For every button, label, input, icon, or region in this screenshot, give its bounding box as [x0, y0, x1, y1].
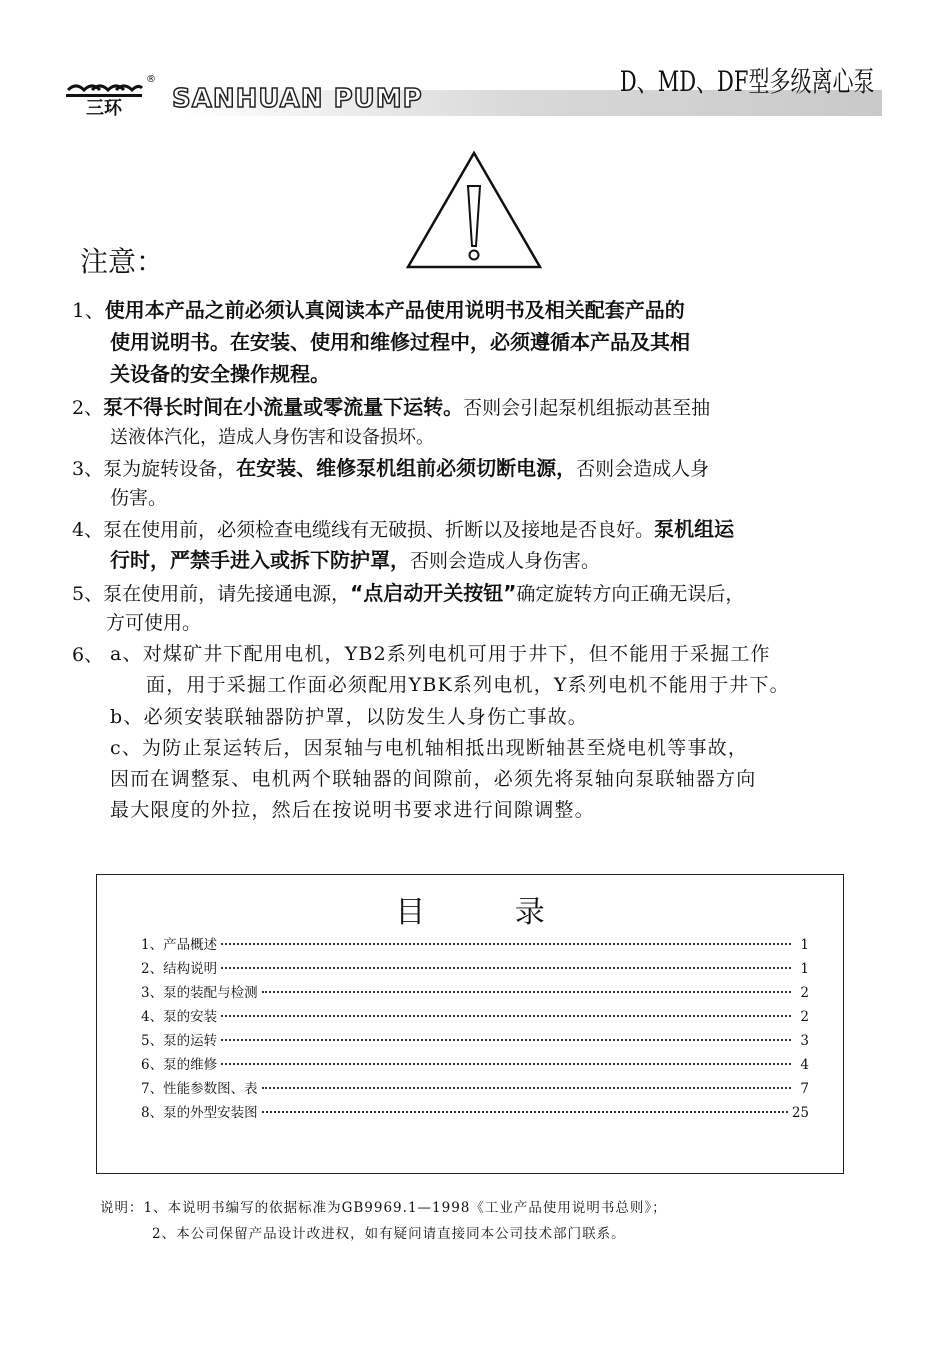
toc-page-number: 1 [800, 961, 809, 977]
toc-label: 1、产品概述 [141, 937, 218, 953]
notice-item-1 [72, 294, 685, 326]
item-number: 3、 [72, 458, 104, 480]
toc-leader-dots [221, 1015, 791, 1017]
notice-item-6c-line-2: 因而在调整泵、电机两个联轴器的间隙前，必须先将泵轴向泵联轴器方向 [110, 768, 757, 790]
sanhuan-logo [62, 80, 146, 116]
item-text: 否则会造成人身 [576, 458, 710, 480]
footnote-line-2: 2、本公司保留产品设计改进权，如有疑问请直接同本公司技术部门联系。 [152, 1226, 626, 1242]
notice-item-2 [72, 391, 710, 424]
item-bold-text: 在安装、维修泵机组前必须切断电源， [236, 456, 577, 480]
toc-row[interactable] [141, 1005, 809, 1027]
notice-item-2-line-2: 送液体汽化，造成人身伤害和设备损坏。 [110, 427, 434, 448]
toc-leader-dots [262, 1087, 791, 1089]
toc-leader-dots [262, 1111, 788, 1113]
item-text: 否则会引起泵机组振动甚至抽 [463, 397, 711, 419]
item-bold-text: “点启动开关按钮” [350, 581, 517, 605]
notice-item-4-line-2 [110, 544, 600, 577]
toc-label: 5、泵的运转 [141, 1033, 218, 1049]
toc-label: 7、性能参数图、表 [141, 1081, 258, 1097]
notice-item-1-line-3: 关设备的安全操作规程。 [110, 362, 330, 386]
item-number: 4、 [72, 519, 104, 541]
toc-row[interactable] [141, 1029, 809, 1051]
toc-label: 4、泵的安装 [141, 1009, 218, 1025]
toc-page-number: 25 [791, 1105, 809, 1121]
notice-heading: 注意： [80, 245, 165, 278]
toc-label: 6、泵的维修 [141, 1057, 218, 1073]
document-title: D、MD、DF型多级离心泵 [619, 65, 874, 98]
notice-item-6c-line-1: c、为防止泵运转后，因泵轴与电机轴相抵出现断轴甚至烧电机等事故， [110, 737, 749, 759]
notice-item-6c-line-3: 最大限度的外拉，然后在按说明书要求进行间隙调整。 [110, 799, 595, 821]
toc-page-number: 4 [800, 1057, 809, 1073]
item-number: 6、 [72, 644, 104, 666]
brand-name: SANHUAN PUMP [172, 84, 423, 114]
item-text: 否则会造成人身伤害。 [410, 550, 601, 572]
item-number: 1、 [72, 298, 105, 322]
item-text-line: 使用本产品之前必须认真阅读本产品使用说明书及相关配套产品的 [104, 298, 685, 322]
footnote-line-1: 说明：1、本说明书编写的依据标准为GB9969.1—1998《工业产品使用说明书总则》； [100, 1200, 667, 1216]
toc-row[interactable] [141, 1053, 809, 1075]
item-text: 泵在使用前，请先接通电源， [103, 583, 351, 605]
toc-page-number: 7 [800, 1081, 809, 1097]
item-number: 2、 [72, 397, 104, 419]
item-bold-text: 泵不得长时间在小流量或零流量下运转。 [103, 395, 464, 419]
notice-item-4 [72, 513, 734, 546]
toc-title: 目 录 [395, 895, 545, 930]
notice-item-6a-line-2: 面，用于采掘工作面必须配用YBK系列电机，Y系列电机不能用于井下。 [146, 674, 790, 696]
logo-icon [62, 80, 146, 116]
notice-item-3-line-2: 伤害。 [110, 487, 168, 509]
notice-item-5-line-2: 方可使用。 [106, 612, 202, 634]
toc-row[interactable] [141, 933, 809, 955]
warning-triangle-icon [405, 150, 543, 270]
toc-row[interactable] [141, 981, 809, 1003]
notice-item-6a-line-1: a、对煤矿井下配用电机，YB2系列电机可用于井下，但不能用于采掘工作 [110, 643, 771, 665]
toc-leader-dots [221, 1063, 791, 1065]
toc-leader-dots [221, 943, 791, 945]
toc-page-number: 1 [800, 937, 809, 953]
toc-row[interactable] [141, 1101, 809, 1123]
notice-item-6 [72, 639, 103, 671]
toc-leader-dots [221, 967, 791, 969]
toc-row[interactable] [141, 957, 809, 979]
table-of-contents [96, 874, 844, 1174]
notice-item-1-line-2: 使用说明书。在安装、使用和维修过程中，必须遵循本产品及其相 [110, 330, 690, 354]
item-number: 5、 [72, 583, 104, 605]
item-text: 泵为旋转设备， [103, 458, 237, 480]
page-header [60, 65, 882, 116]
toc-label: 2、结构说明 [141, 961, 218, 977]
toc-label: 8、泵的外型安装图 [141, 1105, 258, 1121]
item-bold-text: 泵机组运 [654, 517, 735, 541]
item-bold-text: 行时，严禁手进入或拆下防护罩， [110, 548, 410, 572]
toc-page-number: 2 [800, 1009, 809, 1025]
item-text: 确定旋转方向正确无误后， [516, 583, 745, 605]
notice-item-5 [72, 577, 744, 610]
toc-page-number: 3 [800, 1033, 809, 1049]
item-text: 泵在使用前，必须检查电缆线有无破损、折断以及接地是否良好。 [103, 519, 655, 541]
notice-item-3 [72, 452, 709, 485]
logo-text: 三环 [86, 98, 122, 116]
notice-item-6b: b、必须安装联轴器防护罩，以防发生人身伤亡事故。 [110, 706, 588, 728]
toc-leader-dots [221, 1039, 791, 1041]
registered-mark: ® [146, 74, 156, 85]
toc-leader-dots [262, 991, 791, 993]
toc-page-number: 2 [800, 985, 809, 1001]
toc-label: 3、泵的装配与检测 [141, 985, 258, 1001]
toc-row[interactable] [141, 1077, 809, 1099]
